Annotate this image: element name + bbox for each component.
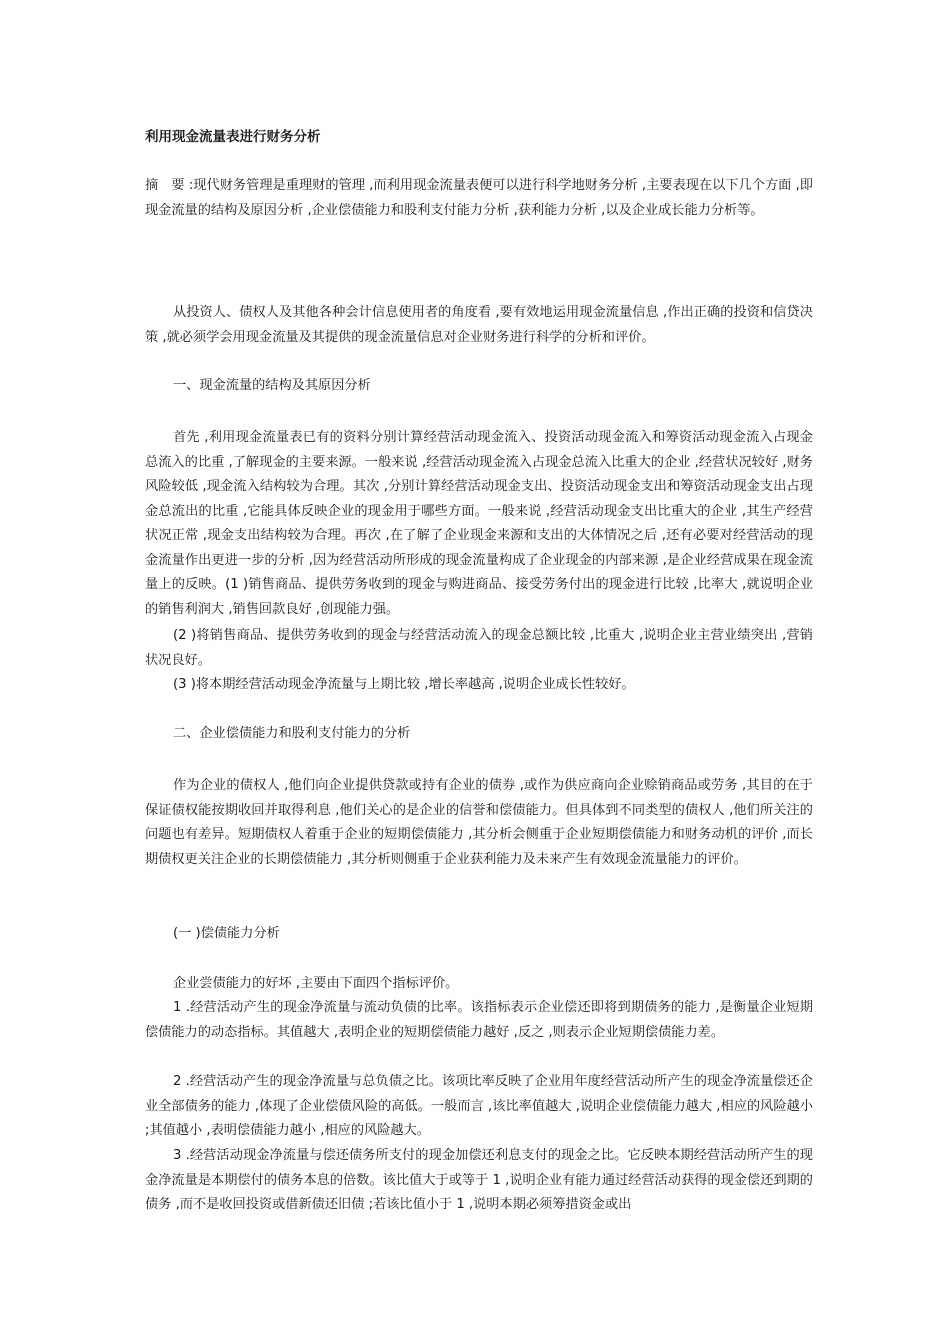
section-2-paragraph-1: 作为企业的债权人 ,他们向企业提供贷款或持有企业的债券 ,或作为供应商向企业赊销商品或劳务 ,其目的在于保证债权能按期收回并取得利息 ,他们关心的是企业的信誉和偿债能力。但具体到不同类型的债权人 ,他们所关注的问题也有差异。短期债权人着重于企业的短期偿债能力 ,其分析会侧重于企业短期偿债能力和财务动机的评价 ,而长期债权更关注企业的长期偿债能力 ,其分析则侧重于企业获利能力及未来产生有效现金流量能力的评价。 xyxy=(145,778,813,867)
indicator-item-3: 3 .经营活动现金净流量与偿还债务所支付的现金加偿还利息支付的现金之比。它反映本期经营活动所产生的现金净流量是本期偿付的债务本息的倍数。该比值大于或等于 1 ,说明企业有能力通过经营活动获得的现金偿还到期的债务 ,而不是收回投资或借新债还旧债 ;若该比值小于 1 ,说明本期必须筹措资金或出 xyxy=(145,1148,813,1212)
subsection-heading: (一 )偿债能力分析 xyxy=(173,926,280,941)
indicator-item-2: 2 .经营活动产生的现金净流量与总负债之比。该项比率反映了企业用年度经营活动所产生的现金净流量偿还企业全部债务的能力 ,体现了企业偿债风险的高低。一般而言 ,该比率值越大 ,说明企业偿债能力越大 ,相应的风险越小 ;其值越小 ,表明偿债能力越小 ,相应的风险越大。 xyxy=(145,1074,813,1138)
document-title: 利用现金流量表进行财务分析 xyxy=(145,129,321,145)
section-2-heading: 二、企业偿债能力和股利支付能力的分析 xyxy=(173,726,411,741)
section-1-paragraph-1: 首先 ,利用现金流量表已有的资料分别计算经营活动现金流入、投资活动现金流入和筹资活动现金流入占现金总流入的比重 ,了解现金的主要来源。一般来说 ,经营活动现金流入占现金总流入比重大的企业 ,经营状况较好 ,财务风险较低 ,现金流入结构较为合理。其次 ,分别计算经营活动现金支出、投资活动现金支出和筹资活动现金支出占现金总流出的比重 ,它能具体反映企业的现金用于哪些方面。一般来说 ,经营活动现金支出比重大的企业 ,其生产经营状况正常 ,现金支出结构较为合理。再次 ,在了解了企业现金来源和支出的大体情况之后 ,还有必要对经营活动的现金流量作出更进一步的分析 ,因为经营活动所形成的现金流量构成了企业现金的内部来源 ,是企业经营成果在现金流量上的反映。(1 )销售商品、提供劳务收到的现金与购进商品、接受劳务付出的现金进行比较 ,比率大 ,就说明企业的销售利润大 ,销售回款良好 ,创现能力强。 xyxy=(145,430,813,617)
section-1-paragraph-3: (3 )将本期经营活动现金净流量与上期比较 ,增长率越高 ,说明企业成长性较好。 xyxy=(173,677,635,692)
intro-paragraph: 从投资人、债权人及其他各种会计信息使用者的角度看 ,要有效地运用现金流量信息 ,作出正确的投资和信贷决策 ,就必须学会用现金流量及其提供的现金流量信息对企业财务进行科学的分析和评价。 xyxy=(145,305,813,345)
section-1-heading: 一、现金流量的结构及其原因分析 xyxy=(173,378,371,393)
section-1-paragraph-2: (2 )将销售商品、提供劳务收到的现金与经营活动流入的现金总额比较 ,比重大 ,说明企业主营业绩突出 ,营销状况良好。 xyxy=(145,628,813,668)
indicator-item-1: 1 .经营活动产生的现金净流量与流动负债的比率。该指标表示企业偿还即将到期债务的能力 ,是衡量企业短期偿债能力的动态指标。其值越大 ,表明企业的短期偿债能力越好 ,反之 ,则表示企业短期偿债能力差。 xyxy=(145,1000,813,1040)
section-2-paragraph-2: 企业尝债能力的好坏 ,主要由下面四个指标评价。 xyxy=(173,976,459,991)
abstract-paragraph: 摘 要 :现代财务管理是重理财的管理 ,而利用现金流量表便可以进行科学地财务分析 ,主要表现在以下几个方面 ,即现金流量的结构及原因分析 ,企业偿债能力和股利支付能力分析 ,获利能力分析 ,以及企业成长能力分析等。 xyxy=(145,178,813,218)
